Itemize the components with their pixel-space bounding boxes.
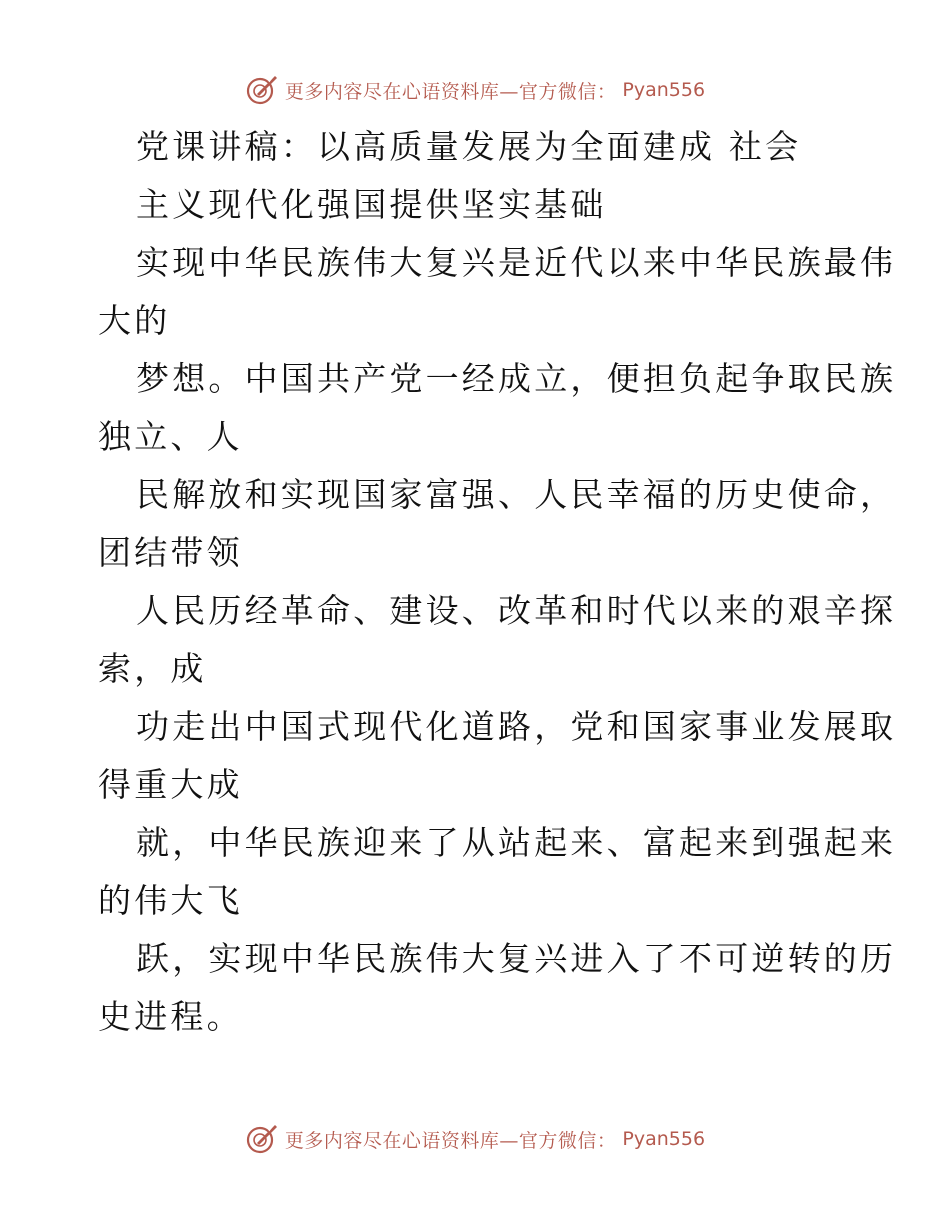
paragraph-line: 的伟大飞 — [98, 881, 243, 920]
paragraph-line: 就，中华民族迎来了从站起来、富起来到强起来 — [136, 823, 897, 862]
paragraph-line: 梦想。中国共产党一经成立，便担负起争取民族 — [136, 359, 897, 398]
paragraph-line: 独立、人 — [98, 417, 243, 456]
banner-wechat-id: Pyan556 — [622, 79, 706, 101]
paragraph-line: 实现中华民族伟大复兴是近代以来中华民族最伟 — [136, 243, 897, 282]
quill-logo-icon — [245, 73, 279, 107]
paragraph-line: 人民历经革命、建设、改革和时代以来的艰辛探 — [136, 591, 897, 630]
paragraph-line: 史进程。 — [98, 997, 243, 1036]
paragraph-line: 大的 — [98, 301, 171, 340]
paragraph-line: 索，成 — [98, 649, 207, 688]
paragraph-line: 团结带领 — [98, 533, 243, 572]
banner-text: 更多内容尽在心语资料库—官方微信： — [284, 1129, 617, 1152]
title-line: 主义现代化强国提供坚实基础 — [136, 185, 607, 224]
paragraph-line: 功走出中国式现代化道路，党和国家事业发展取 — [136, 707, 897, 746]
quill-logo-icon — [245, 1122, 279, 1156]
banner-text: 更多内容尽在心语资料库—官方微信： — [284, 80, 617, 103]
header-banner — [0, 70, 950, 110]
paragraph-line: 得重大成 — [98, 765, 243, 804]
banner-wechat-id: Pyan556 — [622, 1128, 706, 1150]
paragraph-line: 跃，实现中华民族伟大复兴进入了不可逆转的历 — [136, 939, 897, 978]
title-line: 党课讲稿：以高质量发展为全面建成 社会 — [136, 127, 802, 166]
document-body — [98, 118, 898, 1046]
paragraph-line: 民解放和实现国家富强、人民幸福的历史使命， — [136, 475, 897, 514]
footer-banner — [0, 1119, 950, 1159]
